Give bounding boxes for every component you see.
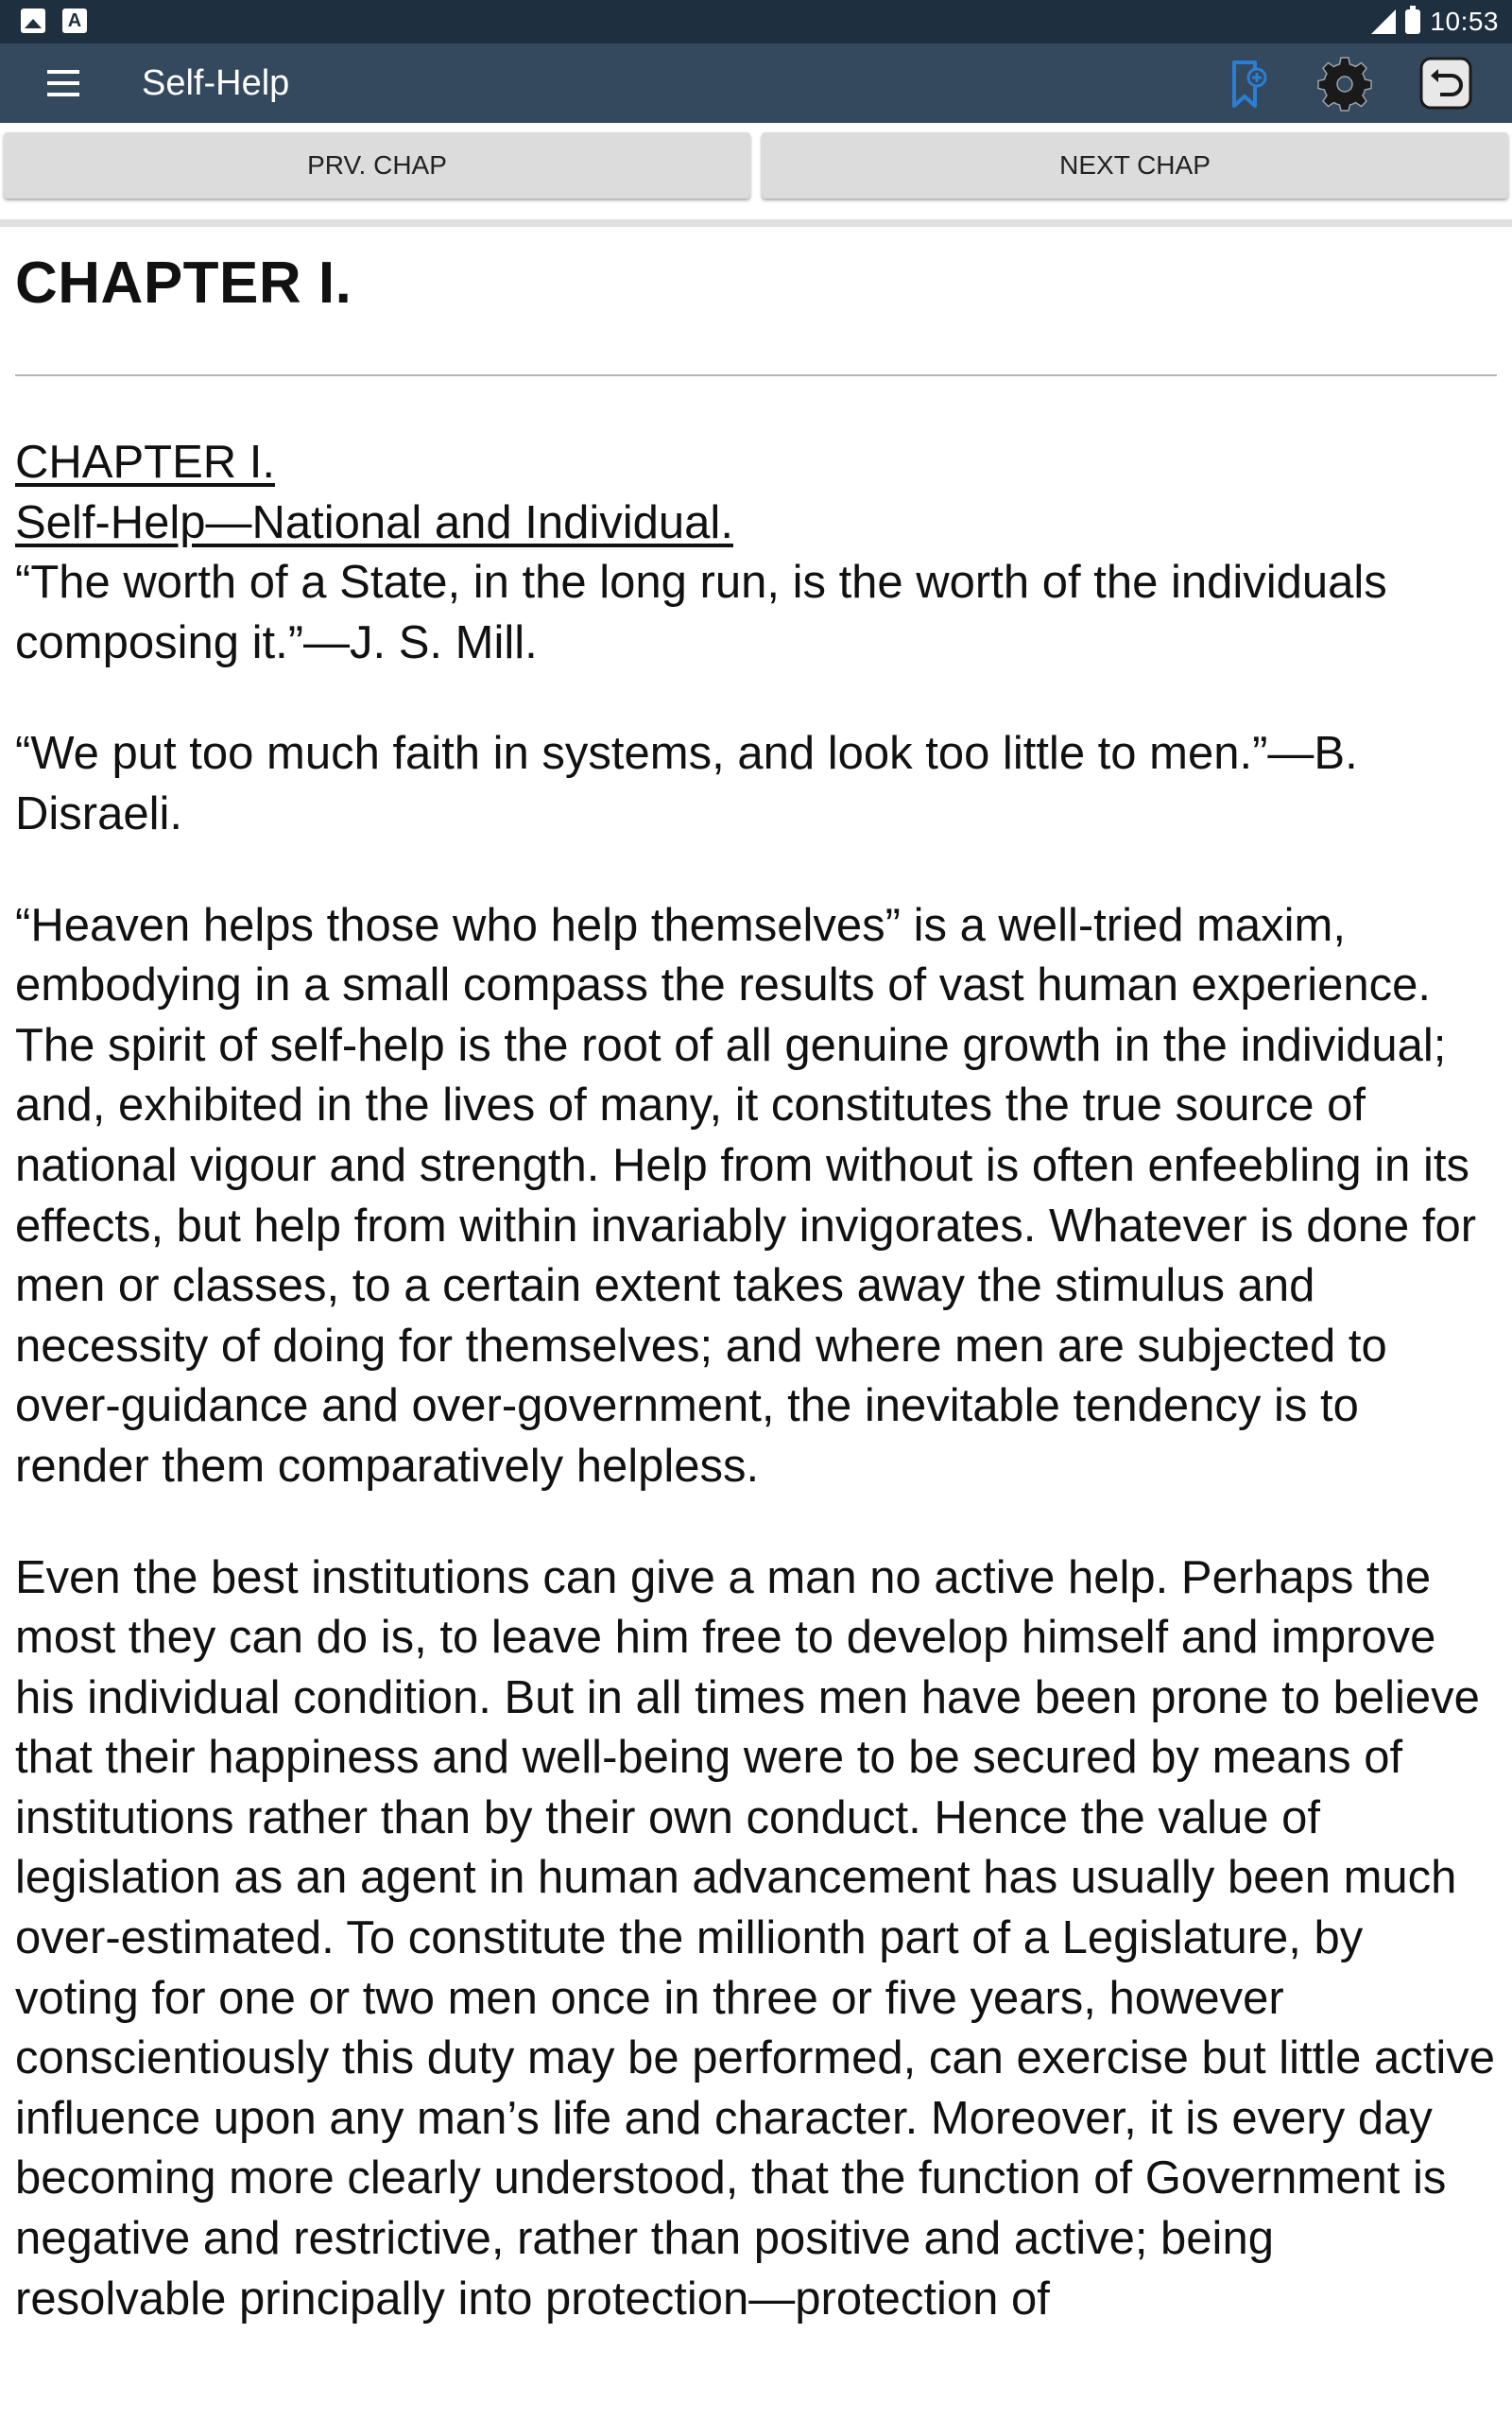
bookmark-add-icon[interactable] [1227,59,1268,110]
chapter-link[interactable]: CHAPTER I. [15,437,275,488]
next-chapter-button[interactable]: NEXT CHAP [762,132,1508,199]
prev-chapter-button[interactable]: PRV. CHAP [4,132,750,199]
paragraph-heaven-helps: “Heaven helps those who help themselves” is a well-tried maxim, embodying in a small compass the results of vast human experience. The spirit of self-help is the root of all genuine growth in the individual; and, exhibited in the lives of many, it constitutes the true source of national vigour and strength. Help from without is often enfeebling in its effects, but help from within invariably invigorates. Whatever is done for men or classes, to a certain extent takes away the stimulus and necessity of doing for themselves; and where men are subjected to over-guidance and over-government, the inevitable tendency is to render them comparatively helpless. [15,899,1477,1492]
status-right-icons [1371,4,1499,40]
chapter-subtitle-link[interactable]: Self-Help—National and Individual. [15,496,733,548]
battery-icon [1405,9,1420,34]
epigraph-mill: “The worth of a State, in the long run, is the worth of the individuals composing it.”—J. S. Mill. [15,557,1387,668]
font-a-icon: A [62,9,87,33]
chapter-nav [0,123,1512,217]
divider [15,374,1497,376]
gear-icon[interactable] [1317,57,1372,112]
app-title: Self-Help [142,63,290,103]
status-bar [0,0,1512,43]
epigraph-disraeli: “We put too much faith in systems, and look too little to men.”—B. Disraeli. [15,728,1358,839]
chapter-links [15,433,1497,553]
status-left-icons [21,9,87,33]
signal-icon [1371,9,1396,34]
app-bar [0,43,1512,123]
menu-icon[interactable] [47,70,79,96]
paragraph-institutions: Even the best institutions can give a man no active help. Perhaps the most they can do is, to leave him free to develop himself and improve his individual condition. But in all times men have been prone to believe that their happiness and well-being were to be secured by means of institutions rather than by their own conduct. Hence the value of legislation as an agent in human advancement has usually been much over-estimated. To constitute the millionth part of a Legislature, by voting for one or two men once in three or five years, however conscientiously this duty may be performed, can exercise but little active influence upon any man’s life and character. Moreover, it is every day becoming more clearly understood, that the function of Government is negative and restrictive, rather than positive and active; being resolvable principally into protection—protection of [15,1551,1496,2325]
undo-icon[interactable] [1419,57,1472,110]
chapter-heading: CHAPTER I. [15,251,352,316]
status-time: 10:53 [1430,7,1499,36]
gallery-icon [21,9,45,33]
book-content[interactable] [15,227,1497,2420]
nav-divider [0,219,1512,227]
